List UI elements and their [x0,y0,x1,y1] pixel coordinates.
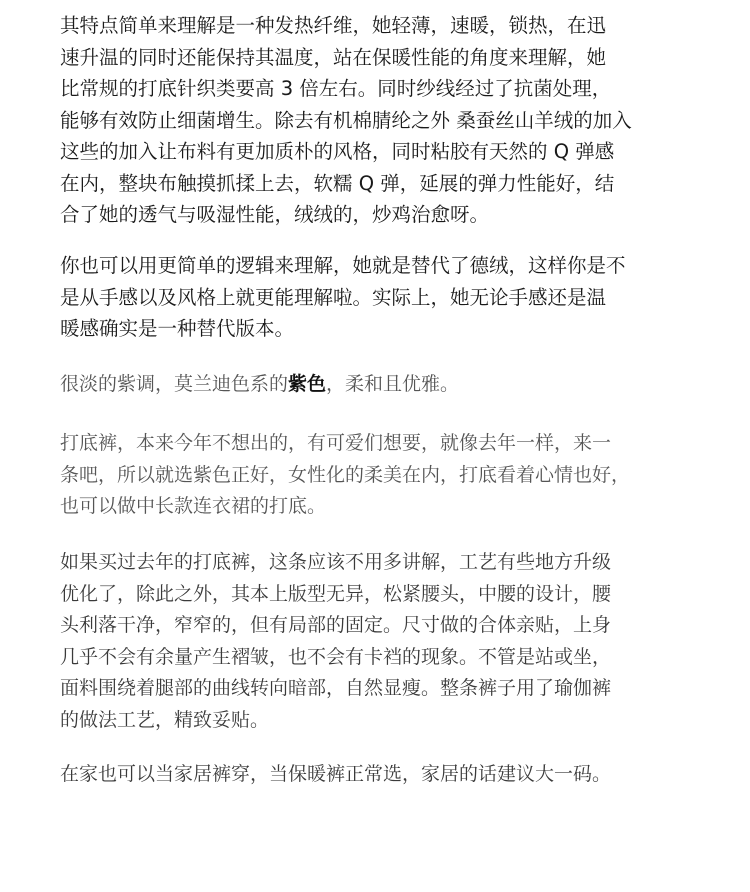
text-line: 是从手感以及风格上就更能理解啦。实际上，她无论手感还是温 [60,285,607,309]
paragraph-home-wear [60,759,710,791]
paragraph-fabric-features [60,10,710,231]
paragraph-fit-details [60,547,710,736]
text-line: 其特点简单来理解是一种发热纤维，她轻薄，速暖，锁热，在迅 [60,14,607,37]
text-line: 在家也可以当家居裤穿，当保暖裤正常选，家居的话建议大一码。 [60,763,612,785]
text-line: 暖感确实是一种替代版本。 [60,317,295,340]
color-text-after: ，柔和且优雅。 [326,373,460,395]
text-line: 条吧，所以就选紫色正好，女性化的柔美在内，打底看着心情也好， [60,463,631,486]
text-line: 这些的加入让布料有更加质朴的风格，同时粘胶有天然的 Q 弹感 [60,140,615,163]
text-line: 也可以做中长款连衣裙的打底。 [60,495,327,517]
text-line: 头利落干净，窄窄的，但有局部的固定。尺寸做的合体亲贴，上身 [60,614,612,636]
text-line: 面料围绕着腿部的曲线转向暗部，自然显瘦。整条裤子用了瑜伽裤 [60,677,612,699]
text-line: 合了她的透气与吸湿性能，绒绒的，炒鸡治愈呀。 [60,203,490,226]
text-line: 比常规的打底针织类要高 3 倍左右。同时纱线经过了抗菌处理， [60,77,612,100]
text-line: 的做法工艺，精致妥贴。 [60,708,270,731]
color-text-before: 很淡的紫调，莫兰迪色系的 [60,373,289,395]
text-line: 在内，整块布触摸抓揉上去，软糯 Q 弹，延展的弹力性能好，结 [60,171,615,195]
text-line [60,369,710,401]
text-line: 几乎不会有余量产生褶皱，也不会有卡裆的现象。不管是站或坐， [60,645,612,668]
text-line: 能够有效防止细菌增生。除去有机棉腈纶之外 桑蚕丝山羊绒的加入 [60,108,632,132]
text-line: 打底裤，本来今年不想出的，有可爱们想要，就像去年一样，来一 [60,432,612,454]
text-line: 速升温的同时还能保持其温度，站在保暖性能的角度来理解，她 [60,45,607,69]
text-line: 如果买过去年的打底裤，这条应该不用多讲解，工艺有些地方升级 [60,551,612,573]
color-highlight: 紫色 [288,373,327,395]
paragraph-leggings-intro [60,428,710,523]
text-line: 你也可以用更简单的逻辑来理解，她就是替代了德绒，这样你是不 [60,254,626,277]
paragraph-logic-explanation [60,250,710,345]
paragraph-color-description [60,369,710,401]
text-line: 优化了，除此之外，其本上版型无异，松紧腰头，中腰的设计，腰 [60,582,612,605]
